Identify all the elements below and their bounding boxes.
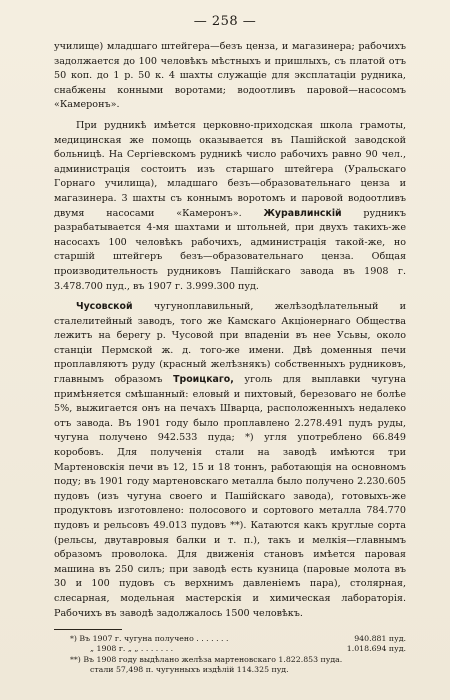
paragraph-1-text: училище) младшаго штейгера—безъ ценза, и магазинера; рабочихъ задолжается до 100 человѣкъ мѣстныхъ и пришлыхъ, съ платой отъ 50 коп. до 1 р. 50 к. 4 шахты служащіе для эксплатаціи рудника, снабжены конными воротами; водоотливъ паровой—насосомъ «Камеронъ». xyxy=(54,41,406,111)
page-number: — 258 — xyxy=(193,14,257,29)
paragraph-2-text-b: рудникъ разрабатывается 4-мя шахтами и штольней, при двухъ такихъ-же насосахъ 100 человѣкъ рабочихъ, администрація такой-же, но старшій штейгеръ безъ—образовательнаго ценза. Общая производительность рудниковъ Пашійскаго завода въ 1908 г. 3.478.700 пуд., въ 1907 г. 3.999.300 пуд. xyxy=(54,207,406,292)
footnote-3-line-1: **) Въ 1908 году выдѣлано желѣза мартеновскаго 1.822.853 пуда. xyxy=(70,654,343,664)
footnotes xyxy=(54,634,406,676)
footnote-1-label: *) Въ 1907 г. чугуна получено . . . . . . . xyxy=(70,634,229,643)
plant-name-chusovskoy: Чусовской xyxy=(76,301,133,313)
paragraph-3-text-a: чугуноплавильный, желѣзодѣлательный и сталелитейный заводъ, того же Камскаго Акціонернаго Общества лежитъ на берегу р. Чусовой при впаденіи въ нее Усьвы, около станціи Пермской ж. д. того-же имени. Двѣ доменныя печи проплавляютъ руду (красный желѣзнякъ) собственныхъ рудниковъ, главнымъ образомъ xyxy=(54,301,406,386)
paragraph-2-text-a: При рудникѣ имѣется церковно-приходская школа грамоты, медицинская же помощь оказывается въ Пашійской заводской больницѣ. На Сергіевскомъ рудникѣ число рабочихъ равно 90 чел., администрація состоитъ изъ старшаго штейгера (Уральскаго Горнаго училища), младшаго безъ—образовательнаго ценза и магазинера. 3 шахты съ коннымъ воротомъ и паровой водоотливъ двумя насосами «Камеронъ». xyxy=(54,119,406,219)
mine-name-troitsky: Троицкаго, xyxy=(173,374,234,386)
footnote-divider xyxy=(54,629,122,630)
footnote-2-label: „ 1908 г. „ „ . . . . . . . xyxy=(90,644,174,654)
paragraph-3 xyxy=(54,300,406,621)
paragraph-3-text-b: уголь для выплавки чугуна примѣняется смѣшанный: еловый и пихтовый, березоваго не болѣе 5%, выжигается онъ на печахъ Шварца, расположенныхъ недалеко отъ завода. Въ 1901 году было проплавлено 2.278.491 пудъ руды, чугуна получено 942.533 пуда; *) угля употреблено 66.849 коробовъ. Для полученія стали на заводѣ имѣются три Мартеновскія печи въ 12, 15 и 18 тоннъ, работающія на основномъ поду; въ 1901 году мартеновскаго металла было получено 2.230.605 пудовъ (изъ чугуна своего и Пашійскаго завода), готовыхъ-же продуктовъ изготовлено: полосового и сортового металла 784.770 пудовъ и рельсовъ 49.013 пудовъ **). Катаются какъ круглые сорта (рельсы, двутавровыя балки и т. п.), такъ и мелкія—главнымъ образомъ проволока. Для движенія становъ имѣется паровая машина въ 250 силъ; при заводѣ есть кузница (паровые молота въ 30 и 100 пудовъ съ верхнимъ давленіемъ пара), столярная, слесарная, модельная мастерскія и химическая лабораторія. Рабочихъ въ заводѣ задолжалось 1500 человѣкъ. xyxy=(54,374,406,619)
body-text xyxy=(54,40,406,621)
footnote-3-line-2: стали 57,498 п. чугунныхъ издѣлій 114.325 пуд. xyxy=(90,665,289,675)
paragraph-1 xyxy=(54,40,406,113)
footnote-1 xyxy=(54,634,406,644)
paragraph-2 xyxy=(54,119,406,294)
mine-name-zhuravlinsky: Журавлинскій xyxy=(263,207,342,219)
footnote-2 xyxy=(54,644,406,654)
footnote-2-amount: 1.018.694 пуд. xyxy=(346,644,406,654)
footnote-1-amount: 940.881 пуд. xyxy=(354,634,406,643)
